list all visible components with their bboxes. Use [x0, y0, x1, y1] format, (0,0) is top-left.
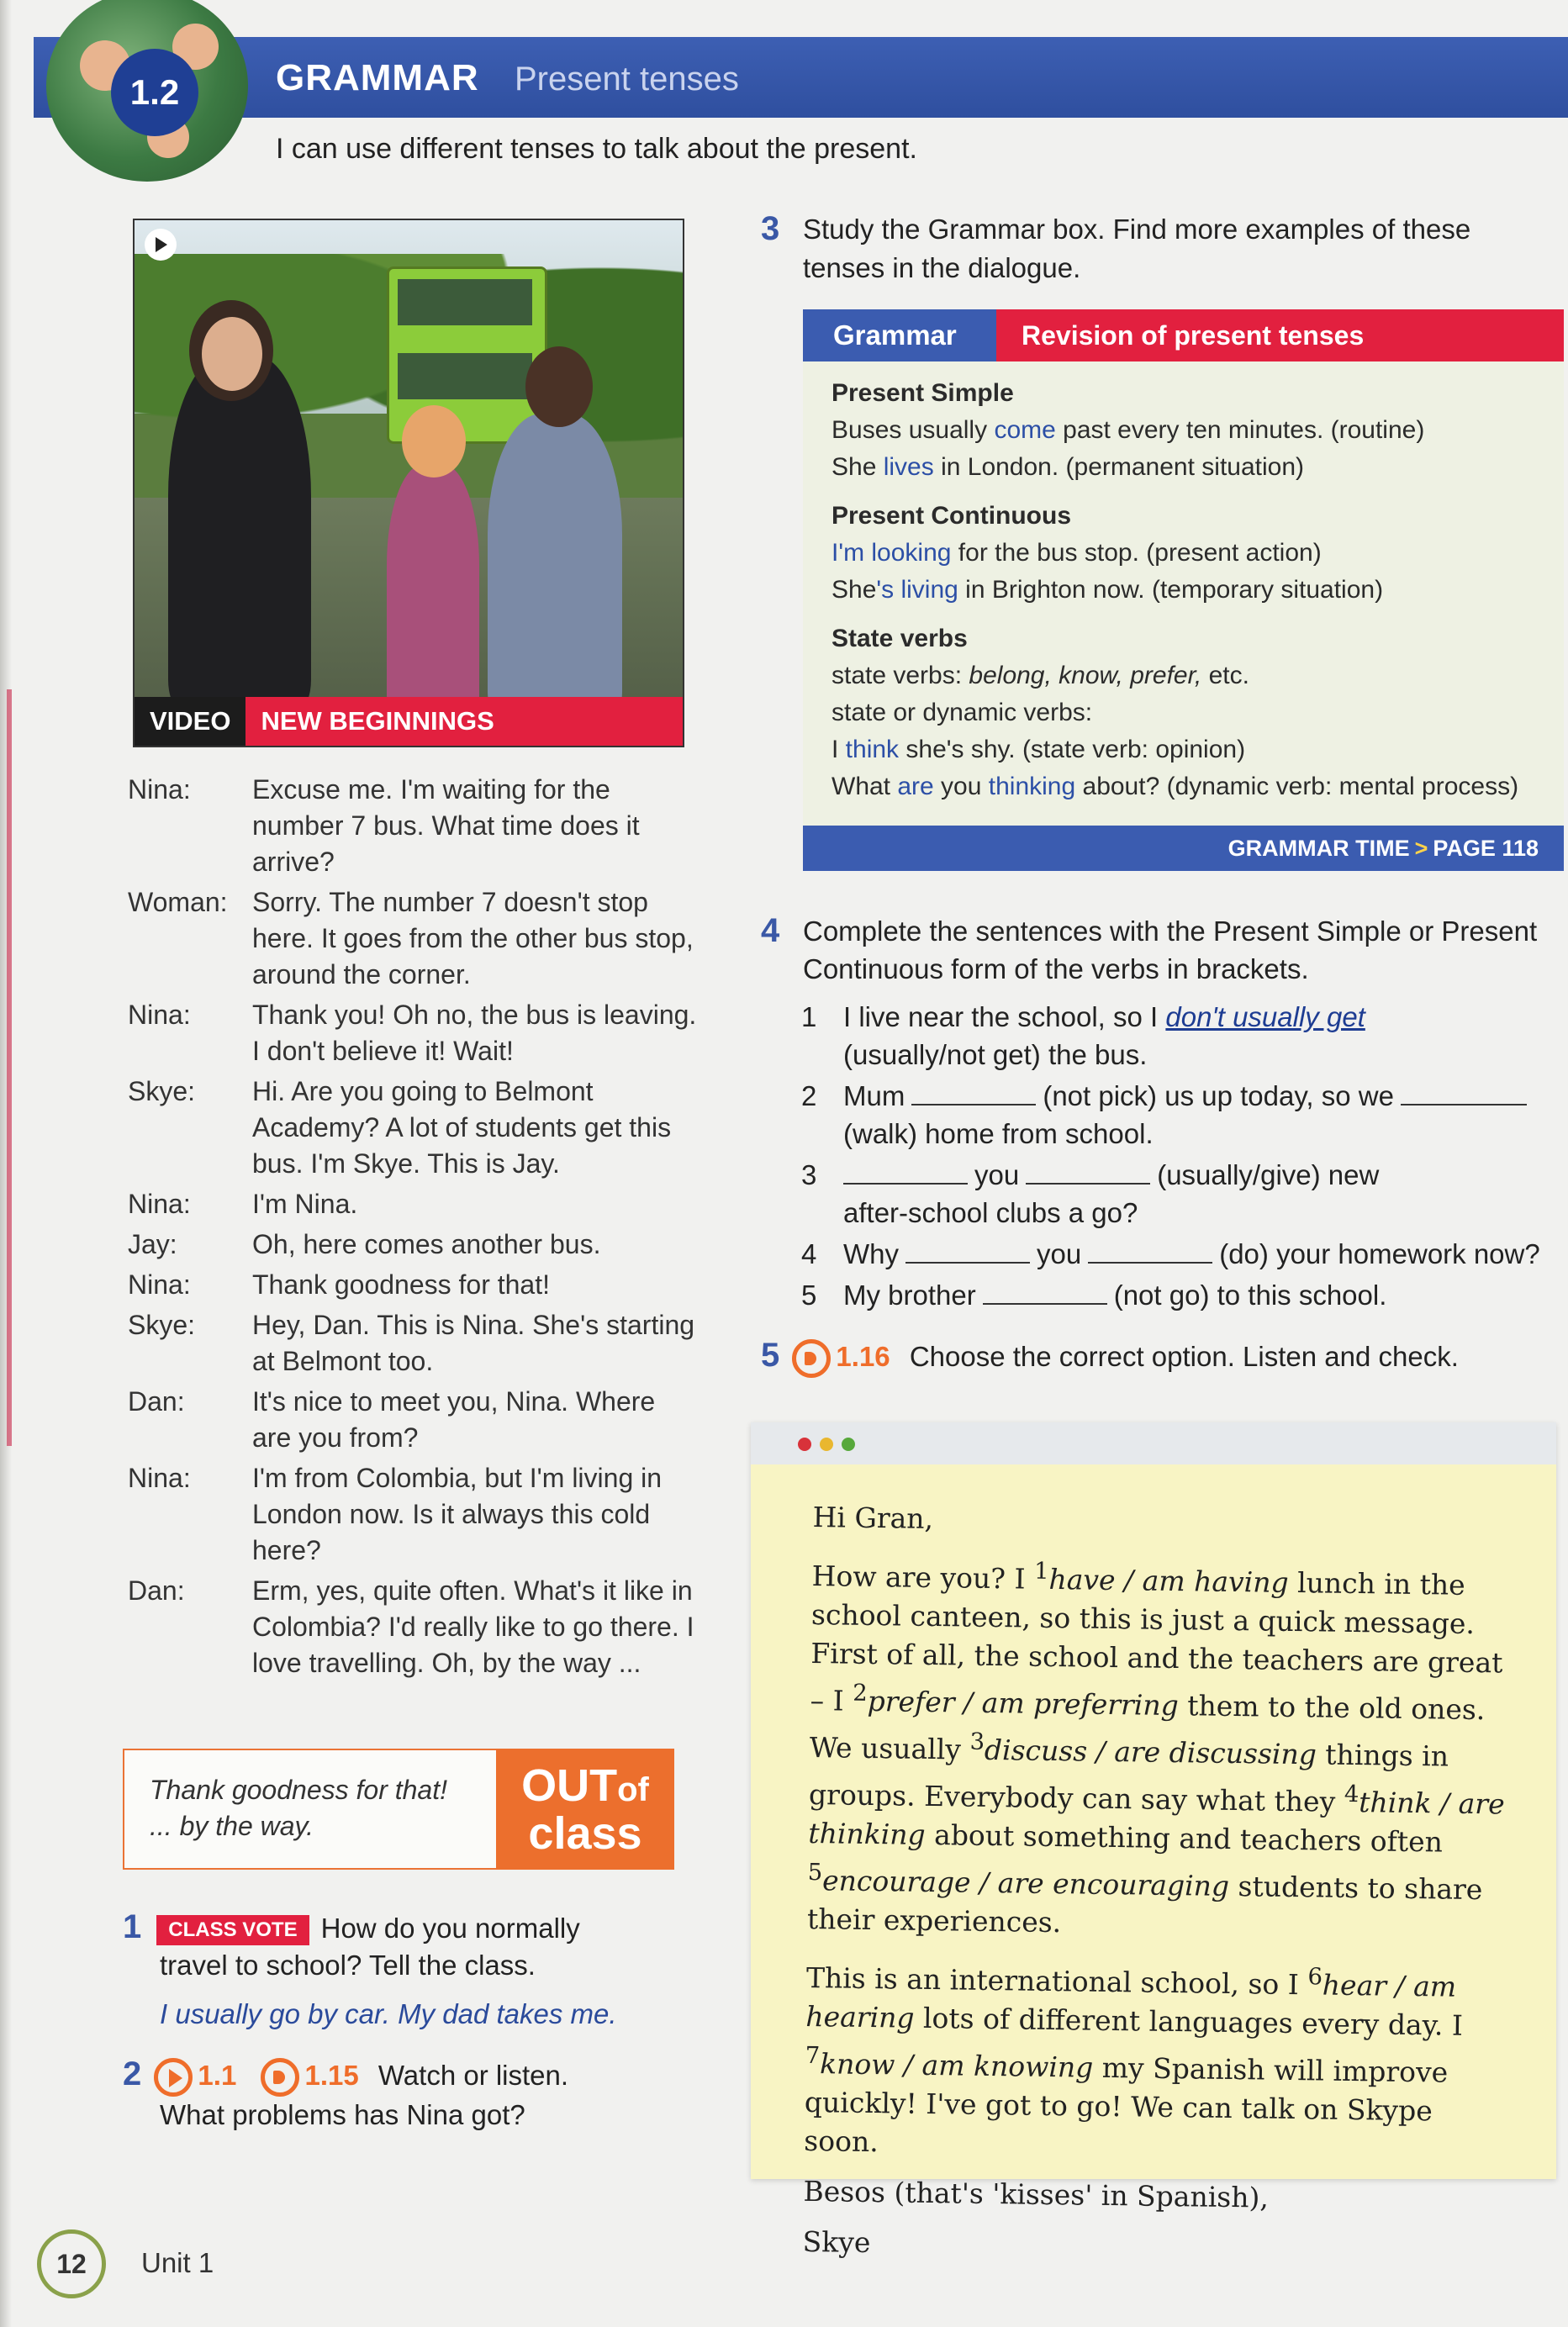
badge-out: OUT — [521, 1760, 618, 1811]
example-answer: don't usually get — [1165, 1001, 1365, 1032]
badge-class: class — [528, 1807, 642, 1859]
phrase: Thank goodness for that! — [150, 1775, 447, 1805]
grammar-heading: Present Continuous — [832, 502, 1072, 530]
answer-gap[interactable] — [843, 1158, 968, 1185]
line-text: I'm Nina. — [252, 1189, 358, 1219]
dialogue-line — [128, 772, 700, 880]
video-thumbnail[interactable] — [133, 219, 684, 747]
note-paragraph: How are you? I $^1$have / am having lunch in the school canteen, so this is just a quick message. First of all, the school and the teachers are great – I $^2$prefer / am preferring them to the old ones. We usually $^3$discuss / are discussing things in groups. Everybody can say what they $^4$think / are thinking about something and teachers often $^5$encourage / are encouraging students to share their experiences. — [806, 1557, 1505, 1939]
out-of-class-badge — [496, 1749, 674, 1870]
badge-of: of — [617, 1770, 649, 1808]
exercise-5 — [761, 1337, 1568, 1378]
line-text: Erm, yes, quite often. What's it like in Colombia? I'd really like to go there. I love travelling. Oh, by the way ... — [252, 1575, 694, 1678]
exercise-number: 4 — [761, 912, 780, 949]
video-play-icon — [145, 229, 177, 261]
exercise-item: 3 you (usually/give) new after-school clubs a go? — [801, 1159, 1380, 1228]
dialogue-line — [128, 1307, 700, 1380]
can-do-statement: I can use different tenses to talk about the present. — [276, 133, 917, 165]
speaker: Dan: — [128, 1575, 185, 1606]
signature: Skye — [802, 2224, 871, 2260]
grammar-time-page: PAGE 118 — [1433, 835, 1539, 861]
answer-gap[interactable] — [1088, 1237, 1212, 1264]
speaker: Nina: — [128, 1189, 191, 1219]
answer-gap[interactable] — [983, 1278, 1107, 1305]
exercise-1 — [123, 1908, 694, 2033]
dialogue — [128, 772, 700, 1686]
video-icon[interactable] — [154, 2058, 193, 2097]
page-edge-mark — [7, 689, 12, 1446]
header-bar — [34, 37, 1568, 118]
out-of-class-box — [123, 1749, 674, 1870]
exercise-text: Choose the correct option. Listen and check. — [909, 1341, 1459, 1372]
grammar-heading: Present Simple — [832, 379, 1014, 407]
grammar-example: Buses usually come past every ten minutes. (routine) — [832, 416, 1425, 444]
audio-icon[interactable] — [261, 2058, 299, 2097]
grammar-example: She's living in Brighton now. (temporary situation) — [832, 576, 1384, 604]
grammar-title: Revision of present tenses — [996, 309, 1564, 361]
speaker: Nina: — [128, 1269, 191, 1300]
phrase: ... by the way. — [150, 1811, 314, 1841]
exercise-text: What problems has Nina got? — [160, 2099, 525, 2131]
dialogue-line — [128, 1186, 700, 1222]
grammar-time-link[interactable] — [803, 826, 1564, 871]
speaker: Skye: — [128, 1076, 196, 1106]
exercise-4 — [761, 912, 1560, 1317]
line-text: Hi. Are you going to Belmont Academy? A lot of students get this bus. I'm Skye. This is Jay. — [252, 1076, 672, 1179]
message-note — [751, 1422, 1556, 2260]
speaker: Dan: — [128, 1386, 185, 1417]
exercise-text: Watch or listen. — [377, 2060, 569, 2091]
exercise-text: travel to school? Tell the class. — [160, 1950, 536, 1981]
exercise-number: 2 — [123, 2055, 142, 2092]
lesson-number: 1.2 — [111, 49, 198, 136]
line-text: Excuse me. I'm waiting for the number 7 bus. What time does it arrive? — [252, 774, 640, 877]
grammar-box — [803, 309, 1564, 871]
option[interactable]: discuss / are discussing — [984, 1733, 1317, 1771]
grammar-heading: State verbs — [832, 625, 968, 652]
grammar-time-label: GRAMMAR TIME — [1227, 835, 1410, 861]
line-text: Thank you! Oh no, the bus is leaving. I don't believe it! Wait! — [252, 1000, 697, 1066]
grammar-example: I'm looking for the bus stop. (present action) — [832, 539, 1322, 567]
exercise-number: 1 — [123, 1908, 142, 1945]
option[interactable]: prefer / am preferring — [867, 1684, 1180, 1723]
grammar-example: What are you thinking about? (dynamic verb: mental process) — [832, 773, 1519, 800]
audio-track: 1.16 — [836, 1341, 890, 1372]
speaker: Woman: — [128, 887, 228, 917]
line-text: I'm from Colombia, but I'm living in London now. Is it always this cold here? — [252, 1463, 663, 1565]
dialogue-line — [128, 1227, 700, 1263]
speaker: Skye: — [128, 1310, 196, 1340]
line-text: Thank goodness for that! — [252, 1269, 550, 1300]
page-number: 12 — [37, 2229, 106, 2298]
example-answer: I usually go by car. My dad takes me. — [160, 1998, 617, 2029]
option[interactable]: hear / am hearing — [805, 1968, 1457, 2034]
exercise-item: 2 Mum (not pick) us up today, so we (walk) home from school. — [761, 1077, 1560, 1153]
exercise-number: 5 — [761, 1337, 780, 1374]
option[interactable]: encourage / are encouraging — [821, 1864, 1230, 1902]
dialogue-line — [128, 1573, 700, 1681]
exercise-text: Study the Grammar box. Find more examples of these tenses in the dialogue. — [803, 214, 1471, 283]
answer-gap[interactable] — [911, 1079, 1036, 1105]
dialogue-line — [128, 884, 700, 993]
speaker: Nina: — [128, 1463, 191, 1493]
grammar-example: state or dynamic verbs: — [832, 699, 1093, 726]
option[interactable]: have / am having — [1048, 1562, 1289, 1599]
exercise-item: 1 I live near the school, so I don't usually get (usually/not get) the bus. — [801, 1001, 1365, 1070]
maximize-dot-icon — [842, 1438, 855, 1451]
dialogue-line — [128, 997, 700, 1069]
speaker: Nina: — [128, 774, 191, 805]
class-vote-badge: CLASS VOTE — [156, 1915, 309, 1945]
exercise-item: 4 Why you (do) your homework now? — [801, 1238, 1540, 1269]
section-title: GRAMMAR — [276, 57, 479, 98]
signoff: Besos (that's 'kisses' in Spanish), — [803, 2174, 1270, 2214]
dialogue-line — [128, 1267, 700, 1303]
exercise-3 — [761, 210, 1534, 288]
line-text: It's nice to meet you, Nina. Where are you from? — [252, 1386, 656, 1453]
grammar-example: She lives in London. (permanent situation) — [832, 453, 1305, 481]
grammar-example: I think she's shy. (state verb: opinion) — [832, 736, 1246, 763]
line-text: Oh, here comes another bus. — [252, 1229, 601, 1259]
exercise-text: How do you normally — [320, 1913, 580, 1944]
video-label: VIDEO — [135, 697, 245, 746]
speaker: Jay: — [128, 1229, 177, 1259]
video-title: NEW BEGINNINGS — [245, 697, 683, 746]
exercise-2 — [123, 2055, 711, 2134]
unit-label: Unit 1 — [141, 2247, 214, 2278]
line-text: Hey, Dan. This is Nina. She's starting at Belmont too. — [252, 1310, 695, 1376]
greeting: Hi Gran, — [812, 1500, 934, 1535]
line-text: Sorry. The number 7 doesn't stop here. It goes from the other bus stop, around the corner. — [252, 887, 694, 989]
answer-gap[interactable] — [905, 1237, 1030, 1264]
exercise-item: 5 My brother (not go) to this school. — [801, 1280, 1387, 1311]
note-paragraph: This is an international school, so I $^6$hear / am hearing lots of different languages every day. I $^7$know / am knowing my Spanish will improve quickly! I've got to go! We can talk on Skype soon. — [804, 1960, 1464, 2159]
dialogue-line — [128, 1460, 700, 1569]
dialogue-line — [128, 1384, 700, 1456]
dialogue-line — [128, 1074, 700, 1182]
grammar-example: state verbs: belong, know, prefer, etc. — [832, 662, 1249, 689]
arrow-icon: > — [1414, 835, 1428, 861]
answer-gap[interactable] — [1401, 1079, 1527, 1105]
answer-gap[interactable] — [1026, 1158, 1150, 1185]
audio-track: 1.15 — [304, 2060, 359, 2091]
close-dot-icon — [798, 1438, 811, 1451]
exercise-number: 3 — [761, 210, 780, 247]
option[interactable]: think / are thinking — [808, 1786, 1505, 1851]
audio-icon[interactable] — [792, 1339, 831, 1378]
speaker: Nina: — [128, 1000, 191, 1030]
section-topic: Present tenses — [515, 61, 739, 98]
window-bar — [751, 1422, 1556, 1464]
option[interactable]: know / am knowing — [819, 2047, 1094, 2084]
video-track: 1.1 — [198, 2060, 237, 2091]
grammar-label: Grammar — [803, 309, 996, 361]
minimize-dot-icon — [820, 1438, 833, 1451]
exercise-text: Complete the sentences with the Present Simple or Present Continuous form of the verbs in brackets. — [803, 915, 1538, 984]
